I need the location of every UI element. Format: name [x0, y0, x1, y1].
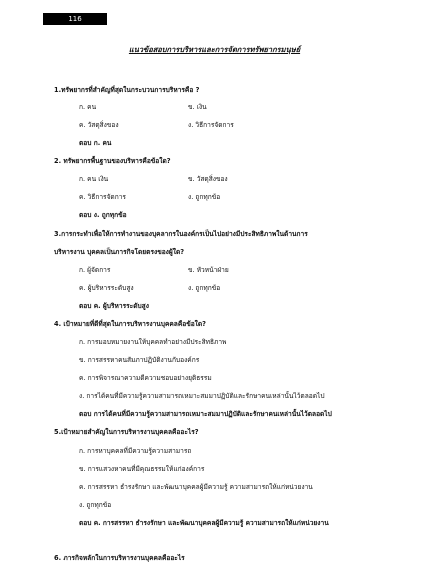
- question-1: 1.ทรัพยากรที่สำคัญที่สุดในกระบวนการบริหารคือ ?: [54, 86, 200, 94]
- q2-answer: ตอบ ง. ถูกทุกข้อ: [79, 211, 127, 219]
- q1-option-b: ข. เงิน: [188, 103, 207, 111]
- page-number: 116: [43, 13, 107, 25]
- question-6: 6. ภารกิจหลักในการบริหารงานบุคคลคืออะไร: [54, 554, 185, 562]
- q4-answer: ตอบ การได้คนที่มีความรู้ความสามารถเหมาะสมมาปฏิบัติและรักษาคนเหล่านั้นไว้ตลอดไป: [79, 410, 332, 418]
- q5-option-b: ข. การแสวงหาคนที่มีคุณธรรมให้แก่องค์การ: [79, 465, 205, 473]
- q4-option-c: ค. การพิจารณาความดีความชอบอย่างยุติธรรม: [79, 374, 212, 382]
- q2-option-d: ง. ถูกทุกข้อ: [188, 193, 221, 201]
- q1-option-d: ง. วิธีการจัดการ: [188, 121, 234, 129]
- q5-option-c: ค. การสรรหา ธำรงรักษา และพัฒนาบุคคลผู้มีความรู้ ความสามารถให้แก่หน่วยงาน: [79, 483, 313, 491]
- q3-option-a: ก. ผู้จัดการ: [79, 266, 111, 274]
- q4-option-b: ข. การสรรหาคนสัมภาปฏิบัติงานกับองค์กร: [79, 356, 200, 364]
- q5-option-d: ง. ถูกทุกข้อ: [79, 501, 112, 509]
- q2-option-b: ข. วัสดุสิ่งของ: [188, 175, 228, 183]
- q5-option-a: ก. การหาบุคคลที่มีความรู้ความสามารถ: [79, 447, 192, 455]
- q1-answer: ตอบ ก. คน: [79, 139, 112, 147]
- q2-option-a: ก. คน เงิน: [79, 175, 109, 183]
- q1-option-a: ก. คน: [79, 103, 97, 111]
- q3-option-d: ง. ถูกทุกข้อ: [188, 284, 221, 292]
- q2-option-c: ค. วิธีการจัดการ: [79, 193, 126, 201]
- q3-option-b: ข. หัวหน้าฝ่าย: [188, 266, 229, 274]
- question-5: 5.เป้าหมายสำคัญในการบริหารงานบุคคลคืออะไร?: [54, 428, 199, 436]
- q3-answer: ตอบ ค. ผู้บริหารระดับสูง: [79, 302, 149, 310]
- q5-answer: ตอบ ค. การสรรหา ธำรงรักษา และพัฒนาบุคคลผู้มีความรู้ ความสามารถให้แก่หน่วยงาน: [79, 519, 329, 527]
- question-3-line-2: บริหารงาน บุคคลเป็นภารกิจโดยตรงของผู้ใด?: [54, 248, 185, 256]
- question-2: 2. ทรัพยากรพื้นฐานของบริหารคือข้อใด?: [54, 157, 171, 165]
- question-4: 4. เป้าหมายที่ดีที่สุดในการบริหารงานบุคคลคือข้อใด?: [54, 320, 206, 328]
- question-3-line-1: 3.การกระทำเพื่อให้การทำงานของบุคลากรในองค์กรเป็นไปอย่างมีประสิทธิภาพในด้านการ: [54, 230, 308, 238]
- q4-option-a: ก. การมอบหมายงานให้บุคคลทำอย่างมีประสิทธิภาพ: [79, 338, 227, 346]
- q4-option-d: ง. การได้คนที่มีความรู้ความสามารถเหมาะสมมาปฏิบัติและรักษาคนเหล่านั้นไว้ตลอดไป: [79, 392, 325, 400]
- q3-option-c: ค. ผู้บริหารระดับสูง: [79, 284, 134, 292]
- document-title: แนวข้อสอบการบริหารและการจัดการทรัพยากรมนุษย์: [128, 45, 301, 54]
- q1-option-c: ค. วัสดุสิ่งของ: [79, 121, 119, 129]
